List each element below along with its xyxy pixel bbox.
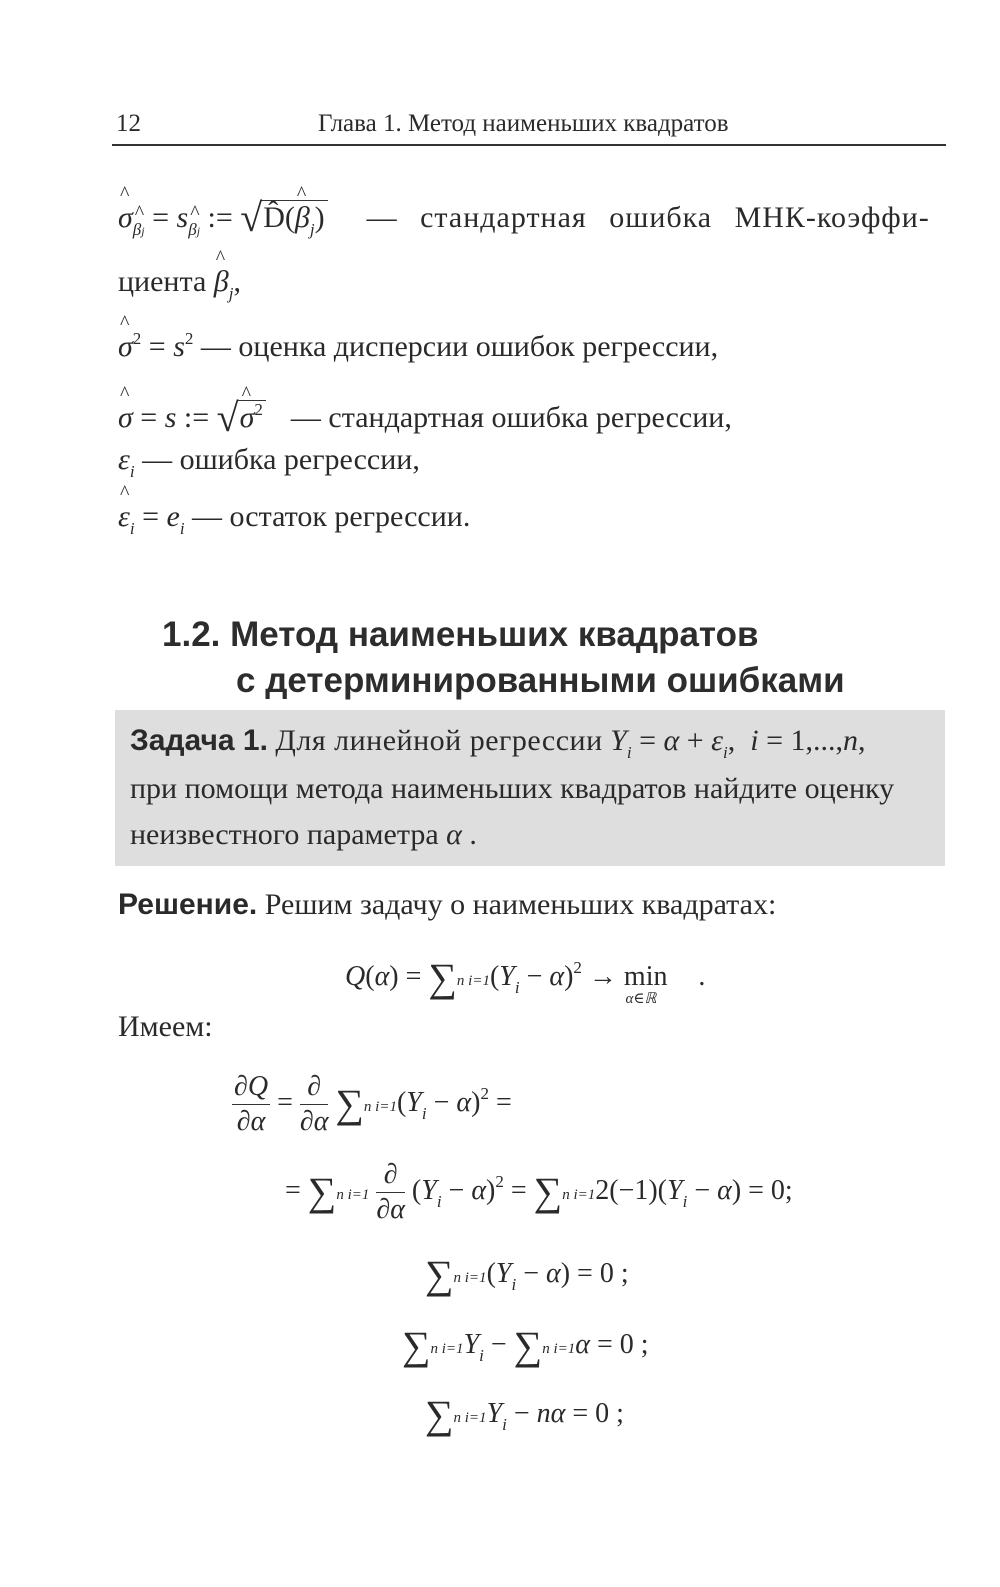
solution-text: Решим задачу о наименьших квадратах: [264, 888, 777, 921]
definition-regression-error [118, 443, 420, 481]
fraction: $\frac{\partial Q}{\partial\alpha}$ [234, 1071, 269, 1137]
derivation-step-1: $\frac{\partial Q}{\partial\alpha}$ = $\frac{\partial}{\partial\alpha}$ ∑n $i=1(Y_i - \alpha)^2$ = [234, 1071, 512, 1137]
definition-text: — ошибка регрессии, [142, 443, 420, 476]
running-header [112, 110, 946, 146]
definition-std-error-coef [118, 190, 930, 240]
beta-hat-symbol: ^ β [214, 265, 229, 299]
task-text: неизвестного параметра [130, 818, 439, 851]
task-label: Задача 1. [130, 724, 268, 757]
formula-variance: ^ $\sigma^2 = s^2$ [118, 330, 193, 363]
definition-continuation: циента ^ $\beta_j$, [118, 265, 241, 299]
formula-std-error-coef: ^ σ^ $_{\beta j}$ = s^ $_{\beta j}$ := √D̂(^ $\beta_j$) [118, 201, 335, 234]
definition-suffix: , [233, 265, 241, 298]
definition-prefix: циента [118, 265, 207, 298]
definition-text: — остаток регрессии. [192, 500, 471, 533]
definition-residual [118, 500, 471, 538]
section-heading [162, 612, 845, 704]
definition-text: — оценка дисперсии ошибок регрессии, [200, 330, 719, 363]
task-text: Для линейной регрессии [275, 724, 603, 757]
task-box [115, 710, 945, 866]
definition-text: — стандартная ошибка МНК-коэффи- [366, 201, 930, 234]
chapter-title: Глава 1. Метод наименьших квадратов [318, 110, 729, 137]
section-title-line2: с детерминированными ошибками [236, 661, 845, 700]
solution-label: Решение. [118, 888, 258, 921]
page-number: 12 [116, 110, 141, 137]
section-number: 1.2. [162, 615, 221, 654]
derivation-step-4: ∑n $i=1Y_i - \sum n$ i=1α = 0 ; [402, 1323, 649, 1368]
formula-std-error: ^ σ = s := √^ $\sigma^2$ [118, 401, 266, 434]
have-label: Имеем: [118, 1010, 213, 1043]
task-line-3 [130, 818, 477, 852]
definition-text: — стандартная ошибка регрессии, [290, 401, 732, 434]
formula-residual: ^ $\varepsilon_i = e_i$ [118, 500, 185, 533]
derivation-step-3: ∑n $i=1(Y_i - \alpha) = 0$ ; [425, 1252, 629, 1297]
definition-variance-estimate [118, 330, 718, 364]
derivation-step-5: ∑n $i=1Y_i - n\alpha = 0$ ; [425, 1392, 624, 1437]
task-line-1 [130, 724, 866, 762]
task-formula: $Y_i = \alpha + \varepsilon_i$, i = 1,...,n, [610, 724, 866, 762]
objective-formula: Q(α) = ∑n $i=1(Y_i - \alpha)^2 \to \min_{\alpha\in ℝ}$. [345, 955, 706, 1007]
formula-epsilon: $\varepsilon_i$ [118, 443, 135, 481]
fraction: $\frac{\partial}{\partial\alpha}$ [376, 1159, 405, 1225]
section-title-line1: Метод наименьших квадратов [230, 615, 759, 654]
task-end: . [469, 818, 477, 851]
alpha-symbol: α [446, 818, 462, 851]
derivation-step-2: = ∑n i=1 $\frac{\partial}{\partial\alpha}$ $(Y_i - \alpha)^2 = \sum n$ $i=12(-1)(Y_i - \alpha) = 0$; [285, 1159, 793, 1225]
fraction: $\frac{\partial}{\partial\alpha}$ [299, 1071, 329, 1137]
definition-std-error-regression [118, 390, 732, 440]
task-line-2: при помощи метода наименьших квадратов найдите оценку [130, 772, 895, 805]
solution-intro [118, 888, 776, 922]
